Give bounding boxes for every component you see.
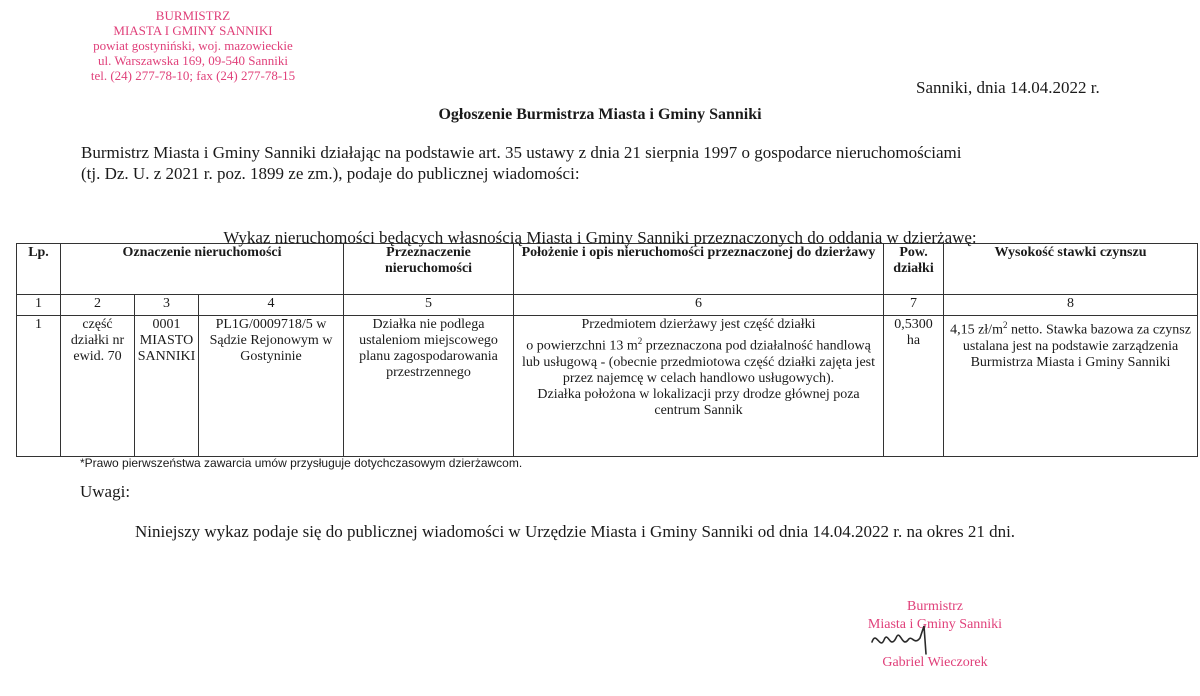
cell-obreb: 0001 MIASTO SANNIKI	[135, 316, 199, 457]
cell-lp: 1	[17, 316, 61, 457]
column-number: 3	[135, 295, 199, 316]
column-number: 6	[514, 295, 884, 316]
opis-line-3: Działka położona w lokalizacji przy drodze głównej poza centrum Sannik	[537, 386, 860, 418]
stamp-line-4: ul. Warszawska 169, 09-540 Sanniki	[97, 53, 289, 68]
column-number: 8	[944, 295, 1198, 316]
office-stamp	[76, 8, 310, 83]
column-number: 5	[344, 295, 514, 316]
uwagi-text: Niniejszy wykaz podaje się do publicznej wiadomości w Urzędzie Miasta i Gminy Sanniki od dnia 14.04.2022 r. na okres 21 dni.	[135, 522, 1016, 541]
opis-line-2	[516, 333, 881, 387]
cell-stawka	[944, 316, 1198, 457]
document-date: Sanniki, dnia 14.04.2022 r.	[916, 78, 1100, 97]
table-header-row	[17, 244, 1198, 295]
footnote: *Prawo pierwszeństwa zawarcia umów przysługuje dotychczasowym dzierżawcom.	[80, 456, 523, 470]
column-number: 2	[61, 295, 135, 316]
intro-paragraph	[81, 142, 1041, 184]
intro-line-1: Burmistrz Miasta i Gminy Sanniki działając na podstawie art. 35 ustawy z dnia 21 sierpnia 1997 o gospodarce nieruchomościami	[81, 143, 962, 162]
stamp-line-3: powiat gostyniński, woj. mazowieckie	[93, 38, 293, 53]
opis-area-sup: 2	[637, 336, 643, 346]
stawka-desc: netto. Stawka bazowa za czynsz ustalana jest na podstawie zarządzenia Burmistrza Miasta i Gminy Sanniki	[962, 322, 1191, 370]
opis-area: o powierzchni 13 m	[526, 338, 638, 354]
column-number: 1	[17, 295, 61, 316]
column-number-row	[17, 295, 1198, 316]
table-row	[17, 316, 1198, 457]
opis-line-1: Przedmiotem dzierżawy jest część działki	[581, 317, 816, 332]
header-przeznaczenie: Przeznaczenie nieruchomości	[344, 244, 514, 295]
header-stawka: Wysokość stawki czynszu	[944, 244, 1198, 295]
column-number: 4	[199, 295, 344, 316]
signature-title: Burmistrz	[907, 599, 963, 614]
document-title: Ogłoszenie Burmistrza Miasta i Gminy Sanniki	[438, 106, 762, 123]
cell-opis	[514, 316, 884, 457]
cell-dzialka: część działki nr ewid. 70	[61, 316, 135, 457]
signature-office: Miasta i Gminy Sanniki	[867, 617, 1003, 632]
header-oznaczenie: Oznaczenie nieruchomości	[61, 244, 344, 295]
header-pow: Pow. działki	[884, 244, 944, 295]
cell-przeznaczenie: Działka nie podlega ustaleniom miejscowego planu zagospodarowania przestrzennego	[344, 316, 514, 457]
property-table	[16, 243, 1198, 457]
cell-pow: 0,5300 ha	[884, 316, 944, 457]
header-lp: Lp.	[17, 244, 61, 295]
stamp-line-2: MIASTA I GMINY SANNIKI	[113, 23, 273, 38]
uwagi-label: Uwagi:	[80, 482, 131, 501]
cell-ksiega-wieczysta: PL1G/0009718/5 w Sądzie Rejonowym w Gostyninie	[199, 316, 344, 457]
handwritten-signature	[868, 620, 948, 660]
stawka-value: 4,15 zł/m	[950, 322, 1003, 338]
table-caption: Wykaz nieruchomości będących własnością Miasta i Gminy Sanniki przeznaczonych do oddania w dzierżawę:	[223, 228, 977, 247]
stawka-sup: 2	[1002, 320, 1008, 330]
intro-line-2: (tj. Dz. U. z 2021 r. poz. 1899 ze zm.), podaje do publicznej wiadomości:	[81, 164, 580, 183]
header-polozenie: Położenie i opis nieruchomości przeznaczonej do dzierżawy	[514, 244, 884, 295]
signature-name: Gabriel Wieczorek	[882, 655, 988, 670]
stamp-line-5: tel. (24) 277-78-10; fax (24) 277-78-15	[90, 68, 296, 83]
stamp-line-1: BURMISTRZ	[155, 8, 231, 23]
column-number: 7	[884, 295, 944, 316]
opis-purpose: przeznaczona pod działalność handlową lub usługową - (obecnie przedmiotowa część działki zajęta jest przez najemcę w celach handlowo usługowych).	[522, 338, 875, 386]
